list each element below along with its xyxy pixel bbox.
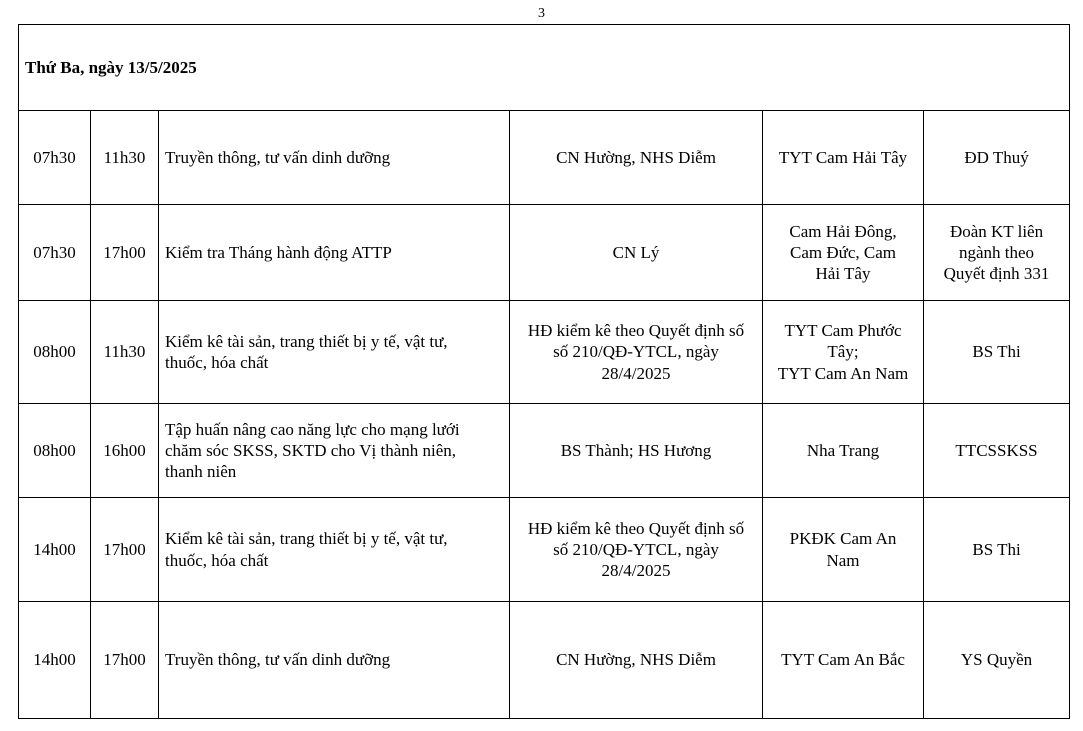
lead-line: Đoàn KT liên	[949, 221, 1044, 241]
location-line: Tây;	[827, 342, 859, 362]
location-line: TYT Cam Phước	[784, 321, 902, 341]
table-row	[19, 205, 1070, 301]
lead-line: TTCSSKSS	[955, 440, 1038, 460]
participants-line: HĐ kiểm kê theo Quyết định số	[527, 321, 745, 341]
participants-line: HĐ kiểm kê theo Quyết định số	[527, 518, 745, 538]
lead-line: YS Quyền	[960, 650, 1033, 670]
lead-cell	[924, 602, 1070, 719]
table-row	[19, 498, 1070, 602]
content-cell	[159, 404, 510, 498]
location-cell	[763, 205, 924, 301]
location-cell	[763, 301, 924, 404]
content-line: thuốc, hóa chất	[165, 550, 269, 570]
location-cell	[763, 404, 924, 498]
content-cell	[159, 111, 510, 205]
end-time-cell: 17h00	[91, 602, 159, 719]
lead-line: Quyết định 331	[943, 264, 1050, 284]
participants-line: 28/4/2025	[601, 561, 671, 581]
content-line: Kiểm kê tài sản, trang thiết bị y tế, vật tư,	[165, 529, 448, 549]
table-row	[19, 602, 1070, 719]
participants-cell	[510, 602, 763, 719]
start-time-cell: 14h00	[19, 602, 91, 719]
day-header: Thứ Ba, ngày 13/5/2025	[19, 25, 1070, 111]
end-time-cell: 17h00	[91, 498, 159, 602]
participants-line: BS Thành; HS Hương	[560, 440, 712, 460]
lead-line: BS Thi	[972, 539, 1021, 559]
location-cell	[763, 602, 924, 719]
content-cell	[159, 205, 510, 301]
lead-cell	[924, 404, 1070, 498]
lead-cell	[924, 111, 1070, 205]
content-line: Kiểm kê tài sản, trang thiết bị y tế, vật tư,	[165, 331, 448, 351]
participants-cell	[510, 404, 763, 498]
content-cell	[159, 498, 510, 602]
content-cell	[159, 602, 510, 719]
day-header-row	[19, 25, 1070, 111]
location-line: Nam	[826, 550, 860, 570]
table-row	[19, 301, 1070, 404]
content-line: Truyền thông, tư vấn dinh dưỡng	[165, 650, 391, 670]
location-cell	[763, 498, 924, 602]
content-line: thuốc, hóa chất	[165, 353, 269, 372]
participants-line: CN Hường, NHS Diễm	[556, 650, 716, 670]
start-time-cell: 14h00	[19, 498, 91, 602]
location-line: TYT Cam An Bắc	[781, 650, 905, 670]
participants-line: CN Lý	[612, 242, 660, 262]
location-line: Nha Trang	[806, 440, 880, 460]
lead-line: ĐD Thuý	[964, 147, 1029, 167]
end-time-cell: 11h30	[91, 111, 159, 205]
location-line: TYT Cam Hải Tây	[778, 147, 908, 167]
content-line: Truyền thông, tư vấn dinh dưỡng	[165, 147, 391, 167]
content-cell	[159, 301, 510, 404]
lead-cell	[924, 205, 1070, 301]
participants-line: số 210/QĐ-YTCL, ngày	[553, 539, 719, 559]
start-time-cell: 08h00	[19, 301, 91, 404]
schedule-table	[18, 24, 1070, 719]
content-line: thanh niên	[165, 462, 237, 482]
end-time-cell: 17h00	[91, 205, 159, 301]
page-number: 3	[538, 6, 545, 21]
participants-line: số 210/QĐ-YTCL, ngày	[553, 342, 719, 362]
location-line: PKĐK Cam An	[789, 529, 897, 549]
table-row	[19, 404, 1070, 498]
participants-line: 28/4/2025	[601, 363, 671, 383]
lead-cell	[924, 498, 1070, 602]
content-line: Tập huấn nâng cao năng lực cho mạng lưới	[165, 419, 460, 439]
start-time-cell: 08h00	[19, 404, 91, 498]
location-line: Cam Đức, Cam	[789, 242, 896, 262]
start-time-cell: 07h30	[19, 111, 91, 205]
location-cell	[763, 111, 924, 205]
participants-cell	[510, 498, 763, 602]
content-line: Kiểm tra Tháng hành động ATTP	[165, 242, 392, 262]
location-line: Hải Tây	[815, 264, 871, 284]
end-time-cell: 16h00	[91, 404, 159, 498]
lead-line: ngành theo	[958, 242, 1035, 262]
location-line: Cam Hải Đông,	[789, 221, 897, 241]
lead-line: BS Thi	[972, 342, 1021, 362]
participants-line: CN Hường, NHS Diễm	[556, 147, 716, 167]
participants-cell	[510, 205, 763, 301]
participants-cell	[510, 111, 763, 205]
table-row	[19, 111, 1070, 205]
end-time-cell: 11h30	[91, 301, 159, 404]
location-line: TYT Cam An Nam	[777, 363, 909, 383]
start-time-cell: 07h30	[19, 205, 91, 301]
content-line: chăm sóc SKSS, SKTD cho Vị thành niên,	[165, 440, 457, 460]
participants-cell	[510, 301, 763, 404]
lead-cell	[924, 301, 1070, 404]
